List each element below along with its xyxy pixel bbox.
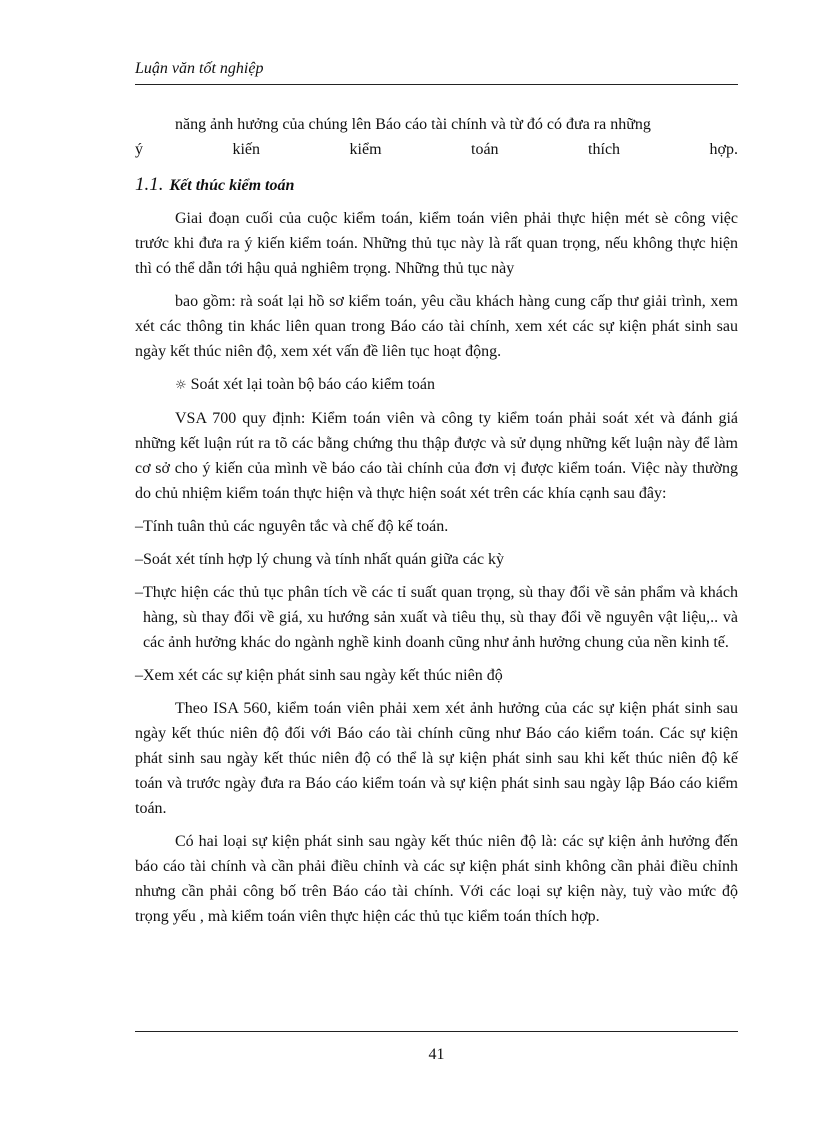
paragraph-3: VSA 700 quy định: Kiểm toán viên và công ty kiểm toán phải soát xét và đánh giá những kết luận rút ra tõ các bằng chứng thu thập được và sử dụng những kết luận này để làm cơ sở cho ý kiến của mình về báo cáo tài chính của đơn vị được kiểm toán. Việc này thường do chủ nhiệm kiểm toán thực hiện và thực hiện soát xét trên các khía cạnh sau đây:: [135, 410, 738, 502]
page-body: [135, 112, 738, 929]
paragraph-1: Giai đoạn cuối của cuộc kiểm toán, kiểm toán viên phải thực hiện mét sè công việc trước khi đưa ra ý kiến kiểm toán. Những thủ tục này là rất quan trọng, nếu không thực hiện thì có thể dẫn tới hậu quả nghiêm trọng. Những thủ tục này: [135, 210, 738, 277]
intro-line-2: ý kiến kiểm toán thích hợp.: [135, 141, 738, 158]
section-number: 1.1.: [135, 174, 164, 195]
page-number: 41: [428, 1046, 445, 1063]
section-title: Kết thúc kiểm toán: [169, 177, 295, 194]
paragraph-5: Có hai loại sự kiện phát sinh sau ngày kết thúc niên độ là: các sự kiện ảnh hưởng đến báo cáo tài chính và cần phải điều chỉnh và các sự kiện phát sinh không cần phải điều chỉnh nhưng cần phải công bố trên Báo cáo tài chính. Với các loại sự kiện này, tuỳ vào mức độ trọng yếu , mà kiểm toán viên thực hiện các thủ tục kiểm toán thích hợp.: [135, 833, 738, 925]
running-header: Luận văn tốt nghiệp: [135, 60, 264, 77]
dash-item-1: – Tính tuân thủ các nguyên tắc và chế độ kế toán.: [135, 514, 738, 539]
dash-item-3: – Thực hiện các thủ tục phân tích về các tỉ suất quan trọng, sù thay đổi về sản phẩm và khách hàng, sù thay đổi về giá, xu hướng sản xuất và tiêu thụ, sù thay đổi về nguyên vật liệu,.. và các ảnh hưởng khác do ngành nghề kinh doanh cũng như ảnh hưởng chung của nền kinh tế.: [135, 580, 738, 655]
dash-item-4: – Xem xét các sự kiện phát sinh sau ngày kết thúc niên độ: [135, 663, 738, 688]
paragraph-2: bao gồm: rà soát lại hồ sơ kiểm toán, yêu cầu khách hàng cung cấp thư giải trình, xem xét các thông tin khác liên quan trong Báo cáo tài chính, xem xét các sự kiện phát sinh sau ngày kết thúc niên độ, xem xét vấn đề liên tục hoạt động.: [135, 293, 738, 360]
paragraph-4: Theo ISA 560, kiểm toán viên phải xem xét ảnh hưởng của các sự kiện phát sinh sau ngày kết thúc niên độ đối với Báo cáo tài chính cũng như Báo cáo kiểm toán. Các sự kiện phát sinh sau ngày kết thúc niên độ có thể là sự kiện phát sinh sau khi kết thúc niên độ kế toán và trước ngày đưa ra Báo cáo kiểm toán và sự kiện phát sinh sau ngày lập Báo cáo kiểm toán.: [135, 700, 738, 817]
footer-divider: [135, 1031, 738, 1032]
header-divider: [135, 84, 738, 85]
section-heading: [135, 172, 738, 198]
intro-line-1: năng ảnh hưởng của chúng lên Báo cáo tài chính và từ đó có đưa ra những: [175, 116, 651, 133]
bullet-heading: [175, 372, 738, 398]
dash-item-2: – Soát xét tính hợp lý chung và tính nhất quán giữa các kỳ: [135, 547, 738, 572]
bullet-heading-text: Soát xét lại toàn bộ báo cáo kiểm toán: [190, 376, 436, 393]
sun-icon: ☼: [175, 378, 187, 393]
